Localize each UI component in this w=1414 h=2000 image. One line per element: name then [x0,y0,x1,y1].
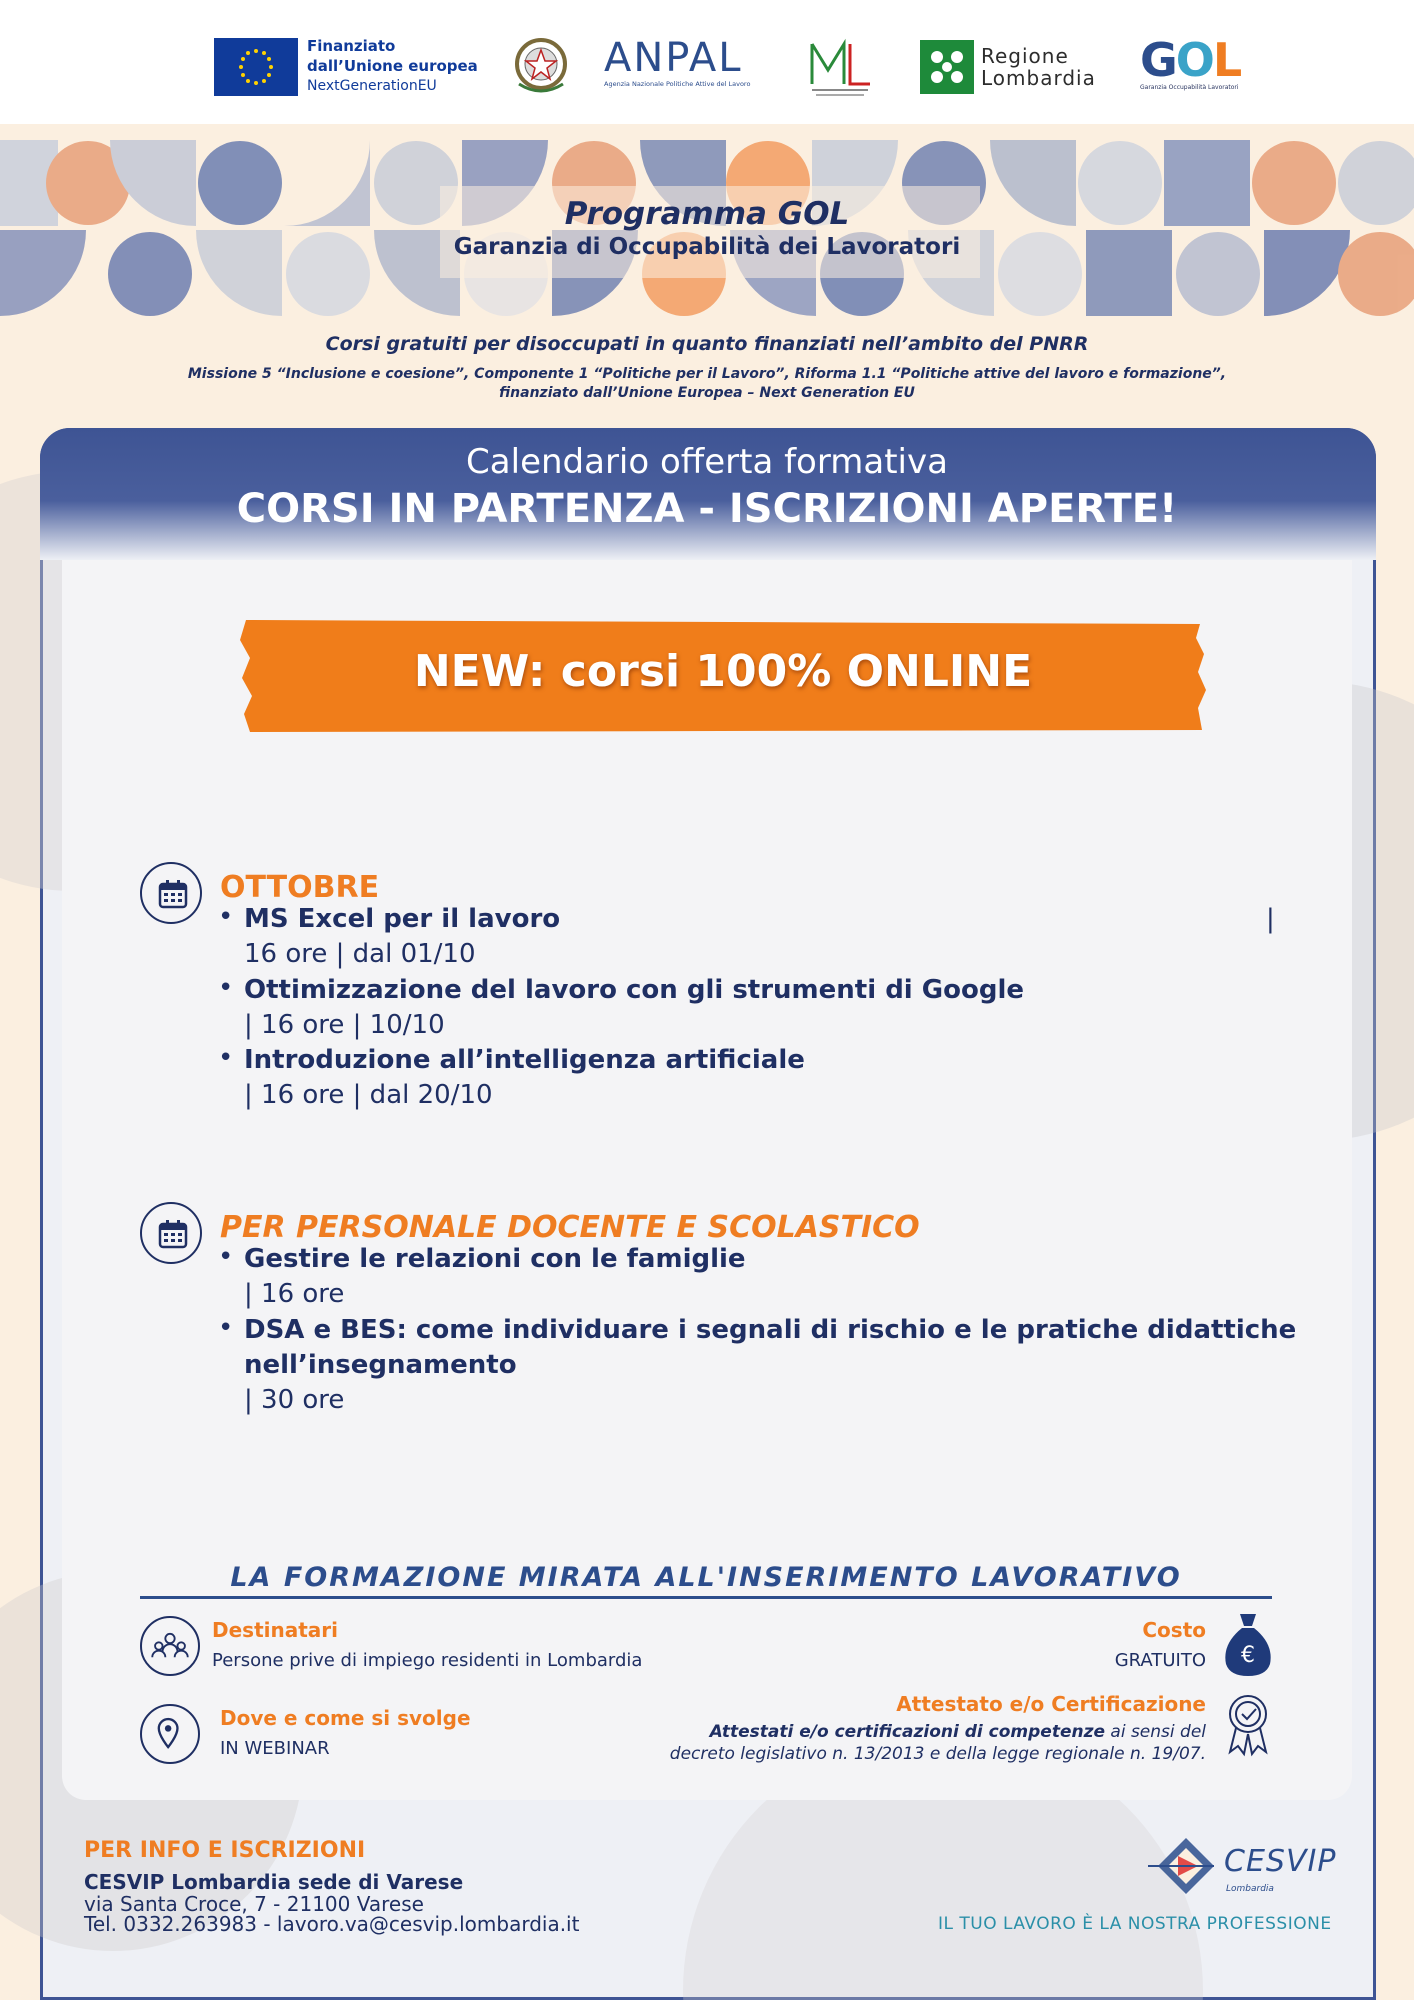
attestato-label: Attestato e/o Certificazione [896,1692,1206,1716]
people-icon [140,1616,200,1676]
costo-value: GRATUITO [1114,1650,1206,1671]
attestato-rest: ai sensi del [1105,1722,1206,1742]
program-subtitle: Garanzia di Occupabilità dei Lavoratori [453,234,961,260]
calendar-title: Calendario offerta formativa [466,442,948,482]
footer-slogan: IL TUO LAVORO È LA NOSTRA PROFESSIONE [938,1914,1332,1934]
calendar-icon [140,1202,202,1264]
bullet: • [218,973,234,1003]
course-name: MS Excel per il lavoro [244,904,561,934]
course-name: Ottimizzazione del lavoro con gli strumenti di Google [244,975,1024,1005]
course-item [218,1043,1394,1113]
course-item [218,1242,1394,1312]
stray-separator: | [1266,904,1275,934]
calendar-subtitle: CORSI IN PARTENZA - ISCRIZIONI APERTE! [236,486,1178,532]
online-banner-text: NEW: corsi 100% ONLINE [413,646,1033,697]
course-name-cont: nell’insegnamento [244,1350,517,1380]
pnrr-line: Corsi gratuiti per disoccupati in quanto finanziati nell’ambito del PNRR [325,333,1089,355]
eu-text-line: Finanziato [307,37,396,55]
destinatari-value: Persone prive di impiego residenti in Lombardia [212,1650,643,1671]
eu-funding-text [307,36,478,96]
cesvip-sub: Lombardia [1226,1884,1274,1894]
eu-text-line: NextGenerationEU [307,78,437,94]
course-meta: 16 ore | dal 01/10 [244,939,476,969]
gol-logo-tag: Garanzia Occupabilità Lavoratori [1140,84,1239,91]
footer-contacts: Tel. 0332.263983 - lavoro.va@cesvip.lombardia.it [84,1912,580,1936]
regione-lombardia-cross-icon [920,40,974,94]
anpal-logo-word: ANPAL [604,35,743,81]
calendar-icon [140,862,202,924]
ministry-labour-logo-icon [804,36,876,100]
svg-text:€: € [1241,1643,1255,1668]
section-title: OTTOBRE [220,870,380,905]
regione-line: Regione [981,44,1069,68]
anpal-logo [604,36,768,98]
course-item [218,1313,1394,1418]
course-meta: | 30 ore [244,1385,345,1415]
regione-line: Lombardia [981,66,1096,90]
section-title: PER PERSONALE DOCENTE E SCOLASTICO [220,1210,920,1245]
course-item [218,973,1394,1043]
bullet: • [218,902,234,932]
footer-org: CESVIP Lombardia sede di Varese [84,1870,464,1894]
course-name: Introduzione all’intelligenza artificiale [244,1045,805,1075]
destinatari-label: Destinatari [212,1618,338,1642]
course-meta: | 16 ore [244,1279,345,1309]
attestato-bold: Attestati e/o certificazioni di competenze [709,1722,1105,1742]
attestato-value-line2: decreto legislativo n. 13/2013 e della legge regionale n. 19/07. [669,1744,1206,1764]
location-pin-icon [140,1704,200,1764]
bullet: • [218,1313,234,1343]
dove-value: IN WEBINAR [220,1738,330,1759]
cesvip-logo [1148,1834,1337,1900]
money-bag-icon [1220,1610,1276,1678]
course-name: Gestire le relazioni con le famiglie [244,1244,746,1274]
footer-heading: PER INFO E ISCRIZIONI [84,1838,366,1863]
logo-bar [0,0,1414,124]
certificate-ribbon-icon [1220,1690,1276,1758]
course-meta: | 16 ore | 10/10 [244,1010,445,1040]
costo-label: Costo [1142,1618,1206,1642]
course-item [218,902,1394,972]
gol-logo-word: GOL [1140,33,1241,87]
eu-text-line: dall’Unione europea [307,57,478,75]
tagline-rule [140,1596,1272,1599]
tagline: LA FORMAZIONE MIRATA ALL'INSERIMENTO LAVORATIVO [230,1562,1182,1593]
course-meta: | 16 ore | dal 20/10 [244,1080,493,1110]
gol-logo [1140,33,1241,100]
dove-label: Dove e come si svolge [220,1706,471,1730]
online-banner [240,618,1206,734]
italian-republic-emblem-icon [511,34,571,98]
mission-line-1: Missione 5 “Inclusione e coesione”, Componente 1 “Politiche per il Lavoro”, Riforma 1.1 “Politiche attive del lavoro e formazione”, [187,366,1227,382]
section-ottobre [140,862,1290,1122]
mission-line [160,365,1254,403]
bullet: • [218,1043,234,1073]
mission-line-2: finanziato dall’Unione Europea – Next Generation EU [499,385,915,401]
cesvip-word: CESVIP [1224,1844,1337,1879]
attestato-value [600,1722,1206,1742]
course-name: DSA e BES: come individuare i segnali di rischio e le pratiche didattiche [244,1315,1297,1345]
card-panel [62,560,1352,1800]
program-title: Programma GOL [564,196,850,232]
footer-address: via Santa Croce, 7 - 21100 Varese [84,1892,424,1916]
eu-flag-icon [214,38,298,96]
section-docenti [140,1202,1297,1422]
bullet: • [218,1242,234,1272]
anpal-logo-tag: Agenzia Nazionale Politiche Attive del Lavoro [604,80,751,88]
